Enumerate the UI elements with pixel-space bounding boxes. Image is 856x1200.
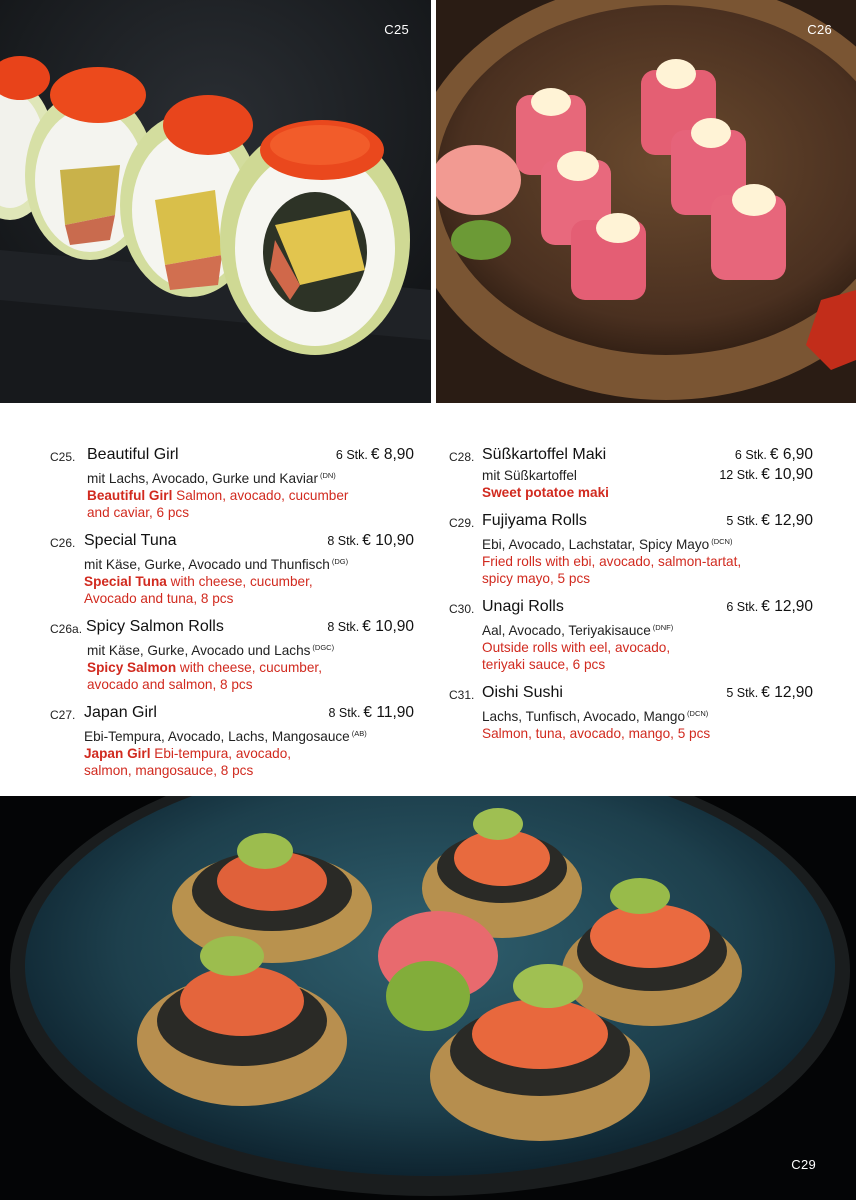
item-pieces: 5 Stk. [726,514,759,528]
item-price: € 10,90 [761,466,813,483]
item-description-german: Ebi, Avocado, Lachstatar, Spicy Mayo $^{(DCN)}$ [482,537,733,552]
menu-item-c26 [50,532,414,607]
allergen-codes: (DGC) [312,643,335,652]
menu-left-column [50,446,414,790]
photo-special-tuna-rolls [436,0,856,403]
item-name: Fujiyama Rolls [482,512,587,529]
allergen-codes: (DCN) [711,537,733,546]
allergen-codes: (DN) [319,471,336,480]
item-description-english: Spicy Salmon with cheese, cucumber, [87,660,322,675]
item-name: Japan Girl [84,704,157,721]
allergen-codes: (DCN) [687,709,709,718]
item-price-block-large [719,466,813,484]
item-price-block [726,598,813,616]
item-description-german: mit Süßkartoffel [482,468,577,483]
menu-item-c31 [449,684,813,742]
item-description-german: Aal, Avocado, Teriyakisauce $^{(DNF)}$ [482,623,674,638]
item-description-english: Fried rolls with ebi, avocado, salmon-tartat, [482,554,742,569]
item-description-english-cont: teriyaki sauce, 6 pcs [482,657,606,672]
item-description-german: mit Käse, Gurke, Avocado und Lachs $^{(DGC)}$ [87,643,335,658]
menu-item-c25 [50,446,414,521]
item-description-english: Sweet potatoe maki [482,485,609,500]
item-code: C26a. [50,622,83,636]
allergen-codes: (DNF) [652,623,674,632]
item-pieces: 6 Stk. [734,448,767,462]
item-pieces: 5 Stk. [726,686,759,700]
item-pieces: 12 Stk. [719,468,759,482]
sushi-rolls-illustration [0,0,431,403]
item-code: C31. [449,688,475,702]
item-description-english: Outside rolls with eel, avocado, [482,640,671,655]
item-description-german: mit Käse, Gurke, Avocado und Thunfisch $^{(DG)}$ [84,557,349,572]
item-description-english-cont: spicy mayo, 5 pcs [482,571,591,586]
item-description-english: Salmon, tuna, avocado, mango, 5 pcs [482,726,711,741]
item-pieces: 8 Stk. [327,620,360,634]
item-code: C27. [50,708,76,722]
item-price-block [726,684,813,702]
item-price-block [328,704,414,722]
item-name: Oishi Sushi [482,684,563,701]
allergen-codes: (AB) [351,729,367,738]
photo-code-c29: C29 [791,1157,816,1172]
photo-beautiful-girl-rolls [0,0,431,403]
menu-item-c29 [449,512,813,587]
item-price-block [726,512,813,530]
item-name: Süßkartoffel Maki [482,446,607,463]
item-price: € 8,90 [370,446,414,463]
item-pieces: 6 Stk. [335,448,368,462]
item-description-english: Special Tuna with cheese, cucumber, [84,574,313,589]
item-price-block [336,446,414,464]
tuna-rolls-bowl-illustration [436,0,856,403]
menu-right-column [449,446,813,753]
item-description-english-cont: and caviar, 6 pcs [87,505,190,520]
menu-item-c26a [50,618,414,693]
item-price: € 11,90 [363,704,414,721]
item-description-english: Beautiful Girl Salmon, avocado, cucumber [87,488,349,503]
item-code: C29. [449,516,475,530]
item-price: € 10,90 [362,618,414,635]
item-price: € 10,90 [362,532,414,549]
item-description-english-cont: avocado and salmon, 8 pcs [87,677,253,692]
menu-item-c30 [449,598,813,673]
item-code: C30. [449,602,475,616]
photo-fujiyama-rolls [0,796,856,1200]
allergen-codes: (DG) [331,557,349,566]
item-description-german: mit Lachs, Avocado, Gurke und Kaviar $^{(DN)}$ [87,471,336,486]
item-description-german: Ebi-Tempura, Avocado, Lachs, Mangosauce $^{(AB)}$ [84,729,367,744]
fried-rolls-plate-illustration [0,796,856,1200]
item-price-block [735,446,813,464]
item-price: € 12,90 [761,512,813,529]
menu-item-c27 [50,704,414,779]
item-price: € 12,90 [761,598,813,615]
item-code: C28. [449,450,475,464]
item-pieces: 8 Stk. [328,706,361,720]
item-code: C26. [50,536,76,550]
item-pieces: 6 Stk. [726,600,759,614]
item-price-block [327,618,414,636]
menu-item-c28 [449,446,813,501]
item-price-block [327,532,414,550]
photo-code-c25: C25 [384,22,409,37]
photo-code-c26: C26 [807,22,832,37]
item-description-english-cont: salmon, mangosauce, 8 pcs [84,763,254,778]
item-name: Spicy Salmon Rolls [86,618,224,635]
item-name: Beautiful Girl [87,446,179,463]
item-price: € 12,90 [761,684,813,701]
item-description-english: Japan Girl Ebi-tempura, avocado, [84,746,292,761]
item-price: € 6,90 [769,446,813,463]
item-description-german: Lachs, Tunfisch, Avocado, Mango $^{(DCN)}$ [482,709,709,724]
item-name: Special Tuna [84,532,177,549]
item-code: C25. [50,450,76,464]
item-name: Unagi Rolls [482,598,564,615]
item-pieces: 8 Stk. [327,534,360,548]
item-description-english-cont: Avocado and tuna, 8 pcs [84,591,234,606]
